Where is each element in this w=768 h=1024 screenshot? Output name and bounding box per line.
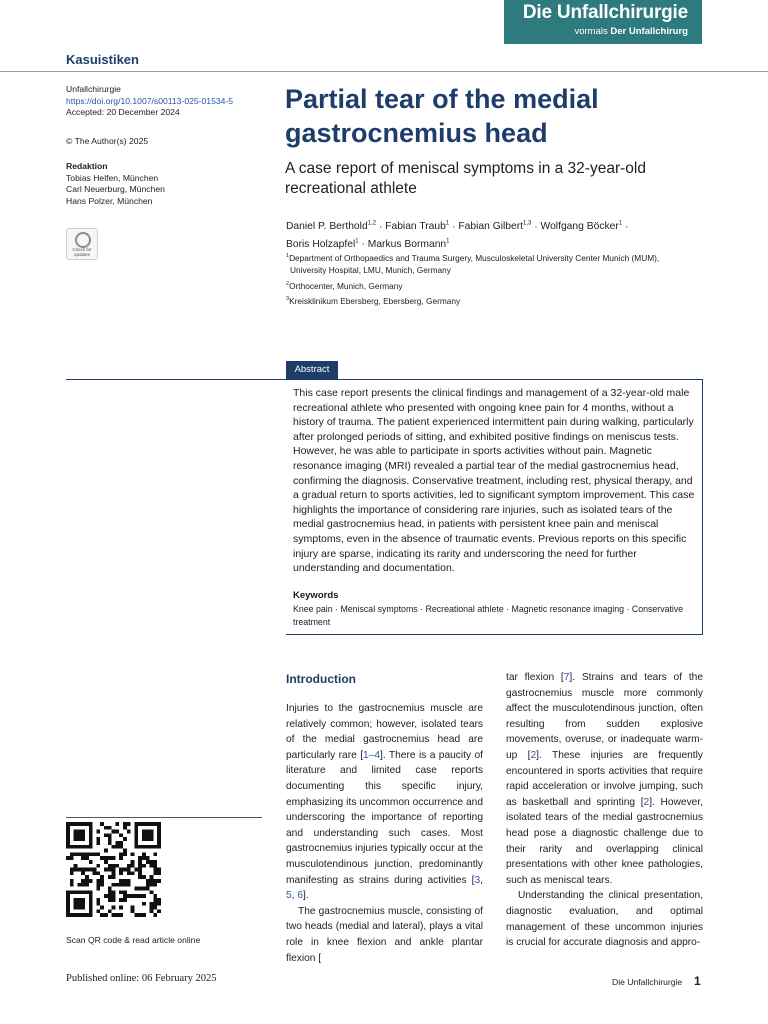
- check-for-updates-icon[interactable]: [66, 228, 98, 260]
- qr-caption: Scan QR code & read article online: [66, 935, 201, 945]
- journal-formerly: [574, 26, 688, 37]
- editorial-block: [66, 161, 165, 207]
- page-number: 1: [694, 974, 701, 988]
- section-title: Kasuistiken: [66, 52, 139, 67]
- abstract-label: Abstract: [286, 361, 338, 379]
- body-column-left: Injuries to the gastrocnemius muscle are relatively common; however, isolated tears of the medial gastrocnemius head are particularly rare [1–4]. There is a paucity of literature and limited case reports documenting this specific injury, emphasizing its uncommon occurrence and underscoring the importance of reporting and understanding such cases. Most gastrocnemius injuries typically occur at the musculotendinous junction, predominantly manifesting as strains during activities [3, 5, 6]. The gastrocnemius muscle, consisting of two heads (medial and lateral), plays a vital role in knee flexion and ankle plantar flexion [: [286, 701, 483, 966]
- qr-divider: [66, 817, 262, 818]
- author: Fabian Traub$^1$: [385, 221, 450, 233]
- citation-link[interactable]: 2: [643, 796, 650, 808]
- doi-link[interactable]: https://doi.org/10.1007/s00113-025-01534-5: [66, 95, 234, 106]
- citation-link[interactable]: 5: [286, 890, 292, 902]
- citation-link[interactable]: 7: [563, 672, 570, 683]
- copyright: © The Author(s) 2025: [66, 136, 149, 146]
- qr-code-icon[interactable]: [66, 822, 161, 917]
- introduction-heading: Introduction: [286, 672, 356, 686]
- article-title: Partial tear of the medial gastrocnemius head: [285, 84, 599, 148]
- citation-link[interactable]: 2: [530, 749, 537, 761]
- accepted-date: Accepted: 20 December 2024: [66, 107, 180, 117]
- author: Boris Holzapfel$^1$: [286, 238, 359, 250]
- editor-item: Carl Neuerburg, München: [66, 184, 165, 194]
- meta-journal: Unfallchirurgie: [66, 84, 121, 94]
- citation-link[interactable]: 3: [474, 874, 481, 886]
- crossmark-label: Check for updates: [72, 247, 92, 257]
- author: Fabian Gilbert$^{1,3}$: [458, 221, 532, 233]
- citation-link[interactable]: 6: [297, 890, 304, 902]
- abstract-text: This case report presents the clinical findings and management of a 32-year-old male recreational athlete who presented with ongoing knee pain for 4 months, without a history of trauma. The patient experienced intermittent pain during walking, particularly after prolonged periods of sitting, and exhibited positive findings on meniscus tests. However, he was able to participate in sports activities without pain. Magnetic resonance imaging (MRI) revealed a partial tear of the medial gastrocnemius head, confirming the diagnosis. Conservative treatment, including rest, physical therapy, and a gradual return to sports activities, led to significant symptom improvement. This case highlights the importance of considering rare injuries, such as isolated tears of the medial gastrocnemius head, in patients with persistent knee pain and meniscal symptoms, even in the absence of traumatic events. Previous reports on this specific injury are sparse, indicating its rarity and underscoring the need for further understanding and documentation.: [293, 387, 695, 575]
- formerly-name: Der Unfallchirurg: [610, 26, 688, 37]
- paragraph: Understanding the clinical presentation, diagnostic evaluation, and optimal management of these uncommon injuries is crucial for accurate diagnosis and appro-: [506, 890, 703, 949]
- article-meta: [66, 84, 233, 119]
- crossmark-ring-icon: [75, 232, 91, 248]
- keywords-heading: Keywords: [293, 590, 339, 601]
- affiliation: $^1$Department of Orthopaedics and Trauma Surgery, Musculoskeletal University Center Munich (MUM), University Hospital, LMU, Munich, Germany: [286, 252, 660, 275]
- paragraph: The gastrocnemius muscle, consisting of two heads (medial and lateral), plays a vital role in knee flexion and ankle plantar flexion [: [286, 905, 483, 964]
- footer-journal: Die Unfallchirurgie: [612, 977, 683, 987]
- keywords: Knee pain · Meniscal symptoms · Recreational athlete · Magnetic resonance imaging · Conservative treatment: [293, 604, 684, 627]
- body-column-right: tar flexion [7]. Strains and tears of the gastrocnemius muscle more commonly affect the musculotendinous junction, often resulting from sudden explosive movements, overuse, or inadequate warm-up [2]. These injuries are frequently encountered in sports activities that require rapid acceleration or involve jumping, such as basketball and sprinting [2]. However, isolated tears of the medial gastrocnemius head pose a diagnostic challenge due to their rarity and overlapping clinical presentations with other knee pathologies, such as meniscal tears. Understanding the clinical presentation, diagnostic evaluation, and optimal management of these uncommon injuries is crucial for accurate diagnosis and appro-: [506, 670, 703, 951]
- abstract-divider: [66, 379, 286, 380]
- journal-badge: [504, 0, 702, 44]
- published-date: Published online: 06 February 2025: [66, 973, 217, 984]
- author: Daniel P. Berthold$^{1,2}$: [286, 221, 377, 233]
- author: Markus Bormann$^1$: [367, 238, 450, 250]
- affiliation: $^2$Orthocenter, Munich, Germany: [286, 280, 403, 291]
- editor-item: Tobias Helfen, München: [66, 172, 159, 183]
- citation-link[interactable]: 1–4: [363, 749, 381, 761]
- header-divider: [0, 71, 768, 72]
- editor-item: Hans Polzer, München: [66, 195, 153, 206]
- formerly-prefix: vormals: [574, 26, 611, 37]
- editorial-heading: Redaktion: [66, 161, 108, 171]
- article-subtitle: A case report of meniscal symptoms in a 32-year-old recreational athlete: [285, 160, 646, 197]
- affiliation: $^3$Kreisklinikum Ebersberg, Ebersberg, Germany: [286, 295, 461, 306]
- author: Wolfgang Böcker$^1$: [540, 221, 623, 233]
- author-list: Daniel P. Berthold$^{1,2}$ · Fabian Traub$^1$ · Fabian Gilbert$^{1,3}$ · Wolfgang Böcker$^1$ · Boris Holzapfel$^1$ · Markus Bormann$^1$: [286, 221, 629, 250]
- journal-name: Die Unfallchirurgie: [522, 2, 688, 23]
